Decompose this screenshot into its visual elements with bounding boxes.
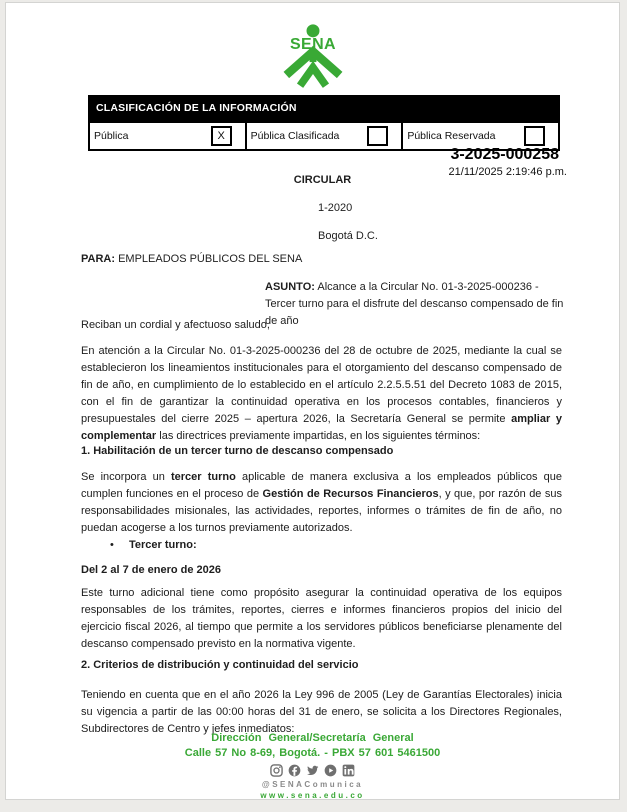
paragraph-1-tail: las directrices previamente impartidas, en los siguientes términos: <box>156 430 481 442</box>
paragraph-4: Teniendo en cuenta que en el año 2026 la Ley 996 de 2005 (Ley de Garantías Electorales) inicia su vigencia a partir de las 00:00 horas del 31 de enero, se solicita a los Directores Regionales, Subdirectores de Centro y jefes inmediatos: <box>81 689 562 735</box>
greeting-line: Reciban un cordial y afectuoso saludo, <box>81 319 270 331</box>
svg-text:SENA: SENA <box>289 36 336 54</box>
sena-logo <box>6 24 619 93</box>
paragraph-2-bold-2: Gestión de Recursos Financieros <box>262 488 439 500</box>
date-range-line: Del 2 al 7 de enero de 2026 <box>81 564 222 576</box>
publica-reservada-checkbox[interactable] <box>524 126 545 146</box>
page-footer <box>6 732 619 800</box>
paragraph-2-mid: aplicable de manera exclusiva a los empleados públicos que cumplen funciones en el proceso de <box>81 471 562 500</box>
paragraph-2-text: Se incorpora un <box>81 471 171 483</box>
paragraph-2-tail: , y que, por razón de sus responsabilidades misionales, las actividades, reportes, informes o trámites de fin de año, no puedan acogerse a los turnos previamente autorizados. <box>81 488 562 534</box>
para-label: PARA: <box>81 253 116 265</box>
bullet-text: Tercer turno: <box>129 539 197 551</box>
classification-cell-clasificada <box>245 123 402 149</box>
paragraph-2-bold-1: tercer turno <box>170 471 236 483</box>
publica-clasificada-label: Pública Clasificada <box>250 130 340 142</box>
radicado-number: 3-2025-000258 <box>450 146 559 163</box>
youtube-icon <box>324 764 337 777</box>
classification-header: CLASIFICACIÓN DE LA INFORMACIÓN <box>90 97 558 123</box>
publica-reservada-label: Pública Reservada <box>407 130 496 142</box>
classification-table <box>88 95 560 151</box>
asunto-label: ASUNTO: <box>265 281 315 293</box>
paragraph-3: Este turno adicional tiene como propósito asegurar la continuidad operativa de los equipos responsables de los trámites, reportes, cierres e informes financieros propios del inicio del ejercicio fiscal 2026, al tiempo que permite a los servidores públicos beneficiarse plenamente del descanso compensado previsto en la normativa vigente. <box>81 587 562 650</box>
radicado-datetime: 21/11/2025 2:19:46 p.m. <box>448 166 567 178</box>
asunto-block <box>265 279 564 330</box>
facebook-icon <box>288 764 301 777</box>
footer-website: www.sena.edu.co <box>260 791 365 800</box>
publica-label: Pública <box>94 130 129 142</box>
doc-type-title: CIRCULAR <box>293 174 352 186</box>
doc-city: Bogotá D.C. <box>318 230 378 242</box>
doc-code: 1-2020 <box>318 202 353 214</box>
footer-social-handle: @SENAComunica <box>261 780 364 789</box>
para-value: EMPLEADOS PÚBLICOS DEL SENA <box>118 253 303 265</box>
bullet-item <box>110 539 197 551</box>
para-line <box>81 253 302 265</box>
classification-cell-publica <box>90 123 245 149</box>
section-1-heading: 1. Habilitación de un tercer turno de descanso compensado <box>81 445 394 457</box>
twitter-icon <box>306 764 319 777</box>
paragraph-1 <box>81 343 562 445</box>
publica-checkbox[interactable]: X <box>211 126 232 146</box>
document-page <box>5 2 620 800</box>
asunto-value: Alcance a la Circular No. 01-3-2025-000236 - Tercer turno para el disfrute del descanso compensado de fin de año <box>265 281 564 327</box>
social-icons-row <box>6 764 619 777</box>
sena-logo-icon <box>274 24 352 88</box>
footer-address: Calle 57 No 8-69, Bogotá. - PBX 57 601 5461500 <box>184 747 441 759</box>
publica-clasificada-checkbox[interactable] <box>367 126 388 146</box>
paragraph-1-bold: ampliar y complementar <box>81 413 562 442</box>
paragraph-2 <box>81 469 562 537</box>
footer-department: Dirección General/Secretaría General <box>211 732 414 744</box>
section-2-heading: 2. Criterios de distribución y continuidad del servicio <box>81 659 359 671</box>
instagram-icon <box>270 764 283 777</box>
linkedin-icon <box>342 764 355 777</box>
paragraph-1-text: En atención a la Circular No. 01-3-2025-000236 del 28 de octubre de 2025, mediante la cual se establecieron los lineamientos institucionales para el otorgamiento del descanso compensado de fin de año, en cumplimiento de lo establecido en el artículo 2.2.5.5.51 del Decreto 1083 de 2015, con el fin de garantizar la continuidad operativa en los procesos contables, financieros y presupuestales del cierre 2025 – apertura 2026, la Secretaría General se permite <box>81 345 562 425</box>
bullet-icon: • <box>110 539 114 551</box>
